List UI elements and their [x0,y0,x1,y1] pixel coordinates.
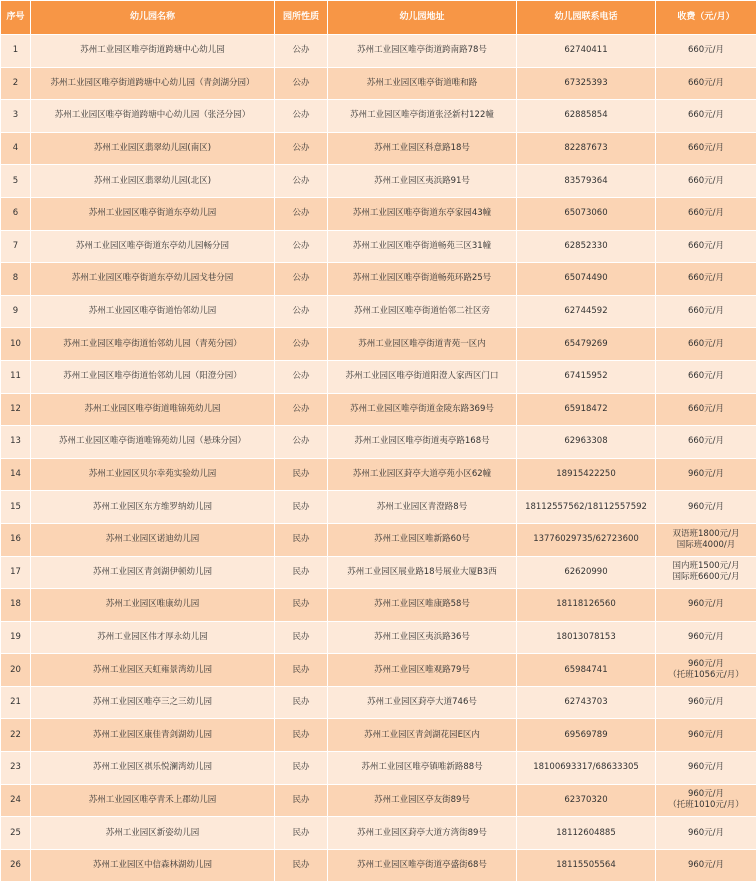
cell-address: 苏州工业园区葑亭大道亭苑小区62幢 [328,458,517,491]
cell-fee [656,165,756,198]
header-phone: 幼儿园联系电话 [517,1,656,35]
table-row [1,556,756,589]
header-fee: 收费（元/月） [656,1,756,35]
cell-phone: 62743703 [517,686,656,719]
table-row [1,523,756,556]
cell-fee [656,393,756,426]
cell-fee [656,197,756,230]
fee-line: 960元/月 [687,469,725,480]
cell-name: 苏州工业园区唯亭街道唯锦苑幼儿园 [31,393,275,426]
cell-phone: 62885854 [517,100,656,133]
cell-phone: 83579364 [517,165,656,198]
cell-phone: 62963308 [517,426,656,459]
cell-phone: 18118126560 [517,589,656,622]
cell-type: 民办 [275,752,328,785]
cell-address: 苏州工业园区夷浜路91号 [328,165,517,198]
cell-no: 25 [1,817,31,850]
header-row [1,1,756,35]
cell-address: 苏州工业园区唯亭街道畅苑三区31幢 [328,230,517,263]
cell-name: 苏州工业园区唯亭街道怡邻幼儿园 [31,295,275,328]
cell-no: 22 [1,719,31,752]
cell-no: 26 [1,849,31,882]
cell-name: 苏州工业园区天虹雍景湾幼儿园 [31,654,275,687]
cell-phone: 62740411 [517,35,656,68]
table-row [1,589,756,622]
cell-no: 4 [1,132,31,165]
cell-type: 公办 [275,230,328,263]
table-row [1,328,756,361]
cell-name: 苏州工业园区唯亭街道跨塘中心幼儿园 [31,35,275,68]
cell-name: 苏州工业园区唯亭街道东亭幼儿园戈巷分园 [31,263,275,296]
cell-type: 民办 [275,686,328,719]
cell-fee [656,621,756,654]
cell-address: 苏州工业园区唯亭街道亭盛街68号 [328,849,517,882]
cell-phone: 62620990 [517,556,656,589]
fee-line: 960元/月 [687,501,725,512]
table-row [1,230,756,263]
cell-no: 9 [1,295,31,328]
cell-phone: 65984741 [517,654,656,687]
table-row [1,719,756,752]
cell-name: 苏州工业园区唯亭街道怡邻幼儿园（青苑分园） [31,328,275,361]
cell-type: 公办 [275,132,328,165]
fee-line: 960元/月 [687,631,725,642]
cell-fee [656,491,756,524]
cell-fee [656,589,756,622]
cell-no: 20 [1,654,31,687]
cell-no: 2 [1,67,31,100]
cell-fee [656,849,756,882]
cell-no: 14 [1,458,31,491]
table-row [1,491,756,524]
cell-address: 苏州工业园区唯亭街道畅苑环路25号 [328,263,517,296]
cell-fee [656,686,756,719]
cell-address: 苏州工业园区夷浜路36号 [328,621,517,654]
cell-name: 苏州工业园区青剑湖伊顿幼儿园 [31,556,275,589]
cell-type: 公办 [275,100,328,133]
cell-phone: 13776029735/62723600 [517,523,656,556]
cell-phone: 18013078153 [517,621,656,654]
cell-address: 苏州工业园区唯康路58号 [328,589,517,622]
cell-fee [656,752,756,785]
cell-no: 15 [1,491,31,524]
cell-no: 3 [1,100,31,133]
cell-phone: 62852330 [517,230,656,263]
cell-type: 民办 [275,784,328,817]
cell-phone: 18115505564 [517,849,656,882]
cell-address: 苏州工业园区唯亭街道张泾新村122幢 [328,100,517,133]
cell-address: 苏州工业园区科意路18号 [328,132,517,165]
cell-name: 苏州工业园区唯亭街道东亭幼儿园 [31,197,275,230]
cell-type: 民办 [275,719,328,752]
table-row [1,295,756,328]
cell-phone: 65073060 [517,197,656,230]
table-row [1,849,756,882]
fee-line: 660元/月 [687,208,725,219]
cell-fee [656,35,756,68]
table-row [1,817,756,850]
fee-line: 960元/月 [687,762,725,773]
fee-line: 660元/月 [687,371,725,382]
cell-phone: 18100693317/68633305 [517,752,656,785]
cell-name: 苏州工业园区唯亭街道怡邻幼儿园（阳澄分园） [31,360,275,393]
fee-line: 660元/月 [687,175,725,186]
cell-type: 公办 [275,360,328,393]
cell-fee [656,295,756,328]
table-header [1,1,756,35]
header-name: 幼儿园名称 [31,1,275,35]
fee-line: （托班1010元/月） [668,800,744,811]
fee-line: 660元/月 [687,240,725,251]
cell-address: 苏州工业园区葑亭大道746号 [328,686,517,719]
cell-fee [656,719,756,752]
cell-phone: 62370320 [517,784,656,817]
cell-type: 民办 [275,849,328,882]
fee-line: 660元/月 [687,273,725,284]
cell-no: 12 [1,393,31,426]
cell-name: 苏州工业园区康佳青剑湖幼儿园 [31,719,275,752]
cell-address: 苏州工业园区唯亭街道东亭家园43幢 [328,197,517,230]
table-row [1,132,756,165]
cell-address: 苏州工业园区唯新路60号 [328,523,517,556]
fee-line: 660元/月 [687,306,725,317]
cell-no: 7 [1,230,31,263]
cell-fee [656,556,756,589]
cell-type: 民办 [275,458,328,491]
cell-fee [656,67,756,100]
header-no: 序号 [1,1,31,35]
cell-no: 17 [1,556,31,589]
cell-phone: 69569789 [517,719,656,752]
table-row [1,35,756,68]
table-row [1,393,756,426]
cell-type: 民办 [275,589,328,622]
cell-fee [656,426,756,459]
cell-address: 苏州工业园区唯亭街道金陵东路369号 [328,393,517,426]
fee-line: 660元/月 [687,77,725,88]
cell-name: 苏州工业园区中信森林湖幼儿园 [31,849,275,882]
cell-no: 18 [1,589,31,622]
cell-fee [656,654,756,687]
cell-name: 苏州工业园区贝尔幸苑实验幼儿园 [31,458,275,491]
cell-type: 民办 [275,491,328,524]
table-row [1,197,756,230]
cell-fee [656,230,756,263]
cell-name: 苏州工业园区唯亭街道跨塘中心幼儿园（张泾分园） [31,100,275,133]
fee-line: 660元/月 [687,143,725,154]
cell-phone: 18112557562/18112557592 [517,491,656,524]
cell-name: 苏州工业园区唯亭三之三幼儿园 [31,686,275,719]
cell-name: 苏州工业园区翡翠幼儿园(北区) [31,165,275,198]
table-row [1,654,756,687]
table-row [1,784,756,817]
cell-address: 苏州工业园区葑亭大道方湾街89号 [328,817,517,850]
cell-fee [656,263,756,296]
table-row [1,67,756,100]
fee-line: 双语班1800元/月 [672,528,740,539]
cell-phone: 62744592 [517,295,656,328]
table-row [1,458,756,491]
cell-no: 23 [1,752,31,785]
cell-no: 21 [1,686,31,719]
cell-address: 苏州工业园区展业路18号展业大厦B3西 [328,556,517,589]
cell-type: 民办 [275,556,328,589]
cell-type: 公办 [275,295,328,328]
fee-line: 960元/月 [687,599,725,610]
cell-fee [656,523,756,556]
cell-fee [656,458,756,491]
cell-no: 24 [1,784,31,817]
cell-name: 苏州工业园区诺迪幼儿园 [31,523,275,556]
fee-line: 660元/月 [687,436,725,447]
cell-name: 苏州工业园区唯亭街道跨塘中心幼儿园（青剑湖分园） [31,67,275,100]
cell-name: 苏州工业园区伟才厚永幼儿园 [31,621,275,654]
table-row [1,686,756,719]
cell-address: 苏州工业园区唯亭街道跨南路78号 [328,35,517,68]
cell-type: 公办 [275,197,328,230]
cell-phone: 65479269 [517,328,656,361]
cell-fee [656,360,756,393]
cell-phone: 82287673 [517,132,656,165]
table-row [1,165,756,198]
cell-phone: 65074490 [517,263,656,296]
cell-type: 公办 [275,165,328,198]
cell-name: 苏州工业园区唯亭街道东亭幼儿园畅分园 [31,230,275,263]
cell-name: 苏州工业园区唯亭街道唯锦苑幼儿园（悬珠分园） [31,426,275,459]
cell-no: 16 [1,523,31,556]
cell-fee [656,132,756,165]
cell-type: 民办 [275,817,328,850]
fee-line: （托班1056元/月） [668,670,744,681]
fee-line: 660元/月 [687,45,725,56]
table-row [1,263,756,296]
fee-line: 960元/月 [687,697,725,708]
cell-address: 苏州工业园区唯亭街道夷亭路168号 [328,426,517,459]
cell-no: 11 [1,360,31,393]
cell-address: 苏州工业园区亭友街89号 [328,784,517,817]
cell-no: 10 [1,328,31,361]
cell-phone: 67415952 [517,360,656,393]
cell-address: 苏州工业园区唯亭街道青苑一区内 [328,328,517,361]
cell-phone: 18915422250 [517,458,656,491]
cell-no: 5 [1,165,31,198]
cell-type: 民办 [275,523,328,556]
cell-type: 公办 [275,263,328,296]
fee-line: 960元/月 [687,827,725,838]
fee-line: 960元/月 [687,729,725,740]
cell-type: 民办 [275,621,328,654]
cell-name: 苏州工业园区新姿幼儿园 [31,817,275,850]
fee-line: 国内班1500元/月 [672,561,740,572]
cell-phone: 18112604885 [517,817,656,850]
cell-address: 苏州工业园区青澄路8号 [328,491,517,524]
header-type: 园所性质 [275,1,328,35]
table-row [1,752,756,785]
cell-type: 公办 [275,393,328,426]
cell-address: 苏州工业园区唯亭街道阳澄人家西区门口 [328,360,517,393]
cell-address: 苏州工业园区青剑湖花园E区内 [328,719,517,752]
fee-line: 国际班6600元/月 [672,572,740,583]
cell-fee [656,817,756,850]
cell-name: 苏州工业园区东方维罗纳幼儿园 [31,491,275,524]
fee-line: 660元/月 [687,338,725,349]
fee-line: 960元/月 [687,659,725,670]
fee-line: 960元/月 [687,860,725,871]
cell-no: 8 [1,263,31,296]
cell-type: 公办 [275,328,328,361]
table-body [1,35,756,882]
cell-type: 民办 [275,654,328,687]
table-row [1,621,756,654]
cell-address: 苏州工业园区唯亭街道唯和路 [328,67,517,100]
cell-type: 公办 [275,35,328,68]
fee-line: 660元/月 [687,110,725,121]
cell-address: 苏州工业园区唯亭街道怡邻二社区旁 [328,295,517,328]
cell-address: 苏州工业园区唯观路79号 [328,654,517,687]
header-address: 幼儿园地址 [328,1,517,35]
cell-name: 苏州工业园区唯康幼儿园 [31,589,275,622]
cell-no: 6 [1,197,31,230]
cell-no: 1 [1,35,31,68]
table-row [1,426,756,459]
cell-phone: 67325393 [517,67,656,100]
cell-type: 公办 [275,67,328,100]
cell-phone: 65918472 [517,393,656,426]
fee-line: 国际班4000/月 [676,539,736,550]
cell-name: 苏州工业园区唯亭青禾上郡幼儿园 [31,784,275,817]
fee-line: 660元/月 [687,403,725,414]
fee-line: 960元/月 [687,789,725,800]
cell-fee [656,100,756,133]
cell-type: 公办 [275,426,328,459]
cell-name: 苏州工业园区翡翠幼儿园(南区) [31,132,275,165]
cell-name: 苏州工业园区祺乐悦澜湾幼儿园 [31,752,275,785]
table-row [1,100,756,133]
cell-fee [656,328,756,361]
table-row [1,360,756,393]
cell-no: 19 [1,621,31,654]
cell-no: 13 [1,426,31,459]
cell-address: 苏州工业园区唯亭镇唯新路88号 [328,752,517,785]
cell-fee [656,784,756,817]
